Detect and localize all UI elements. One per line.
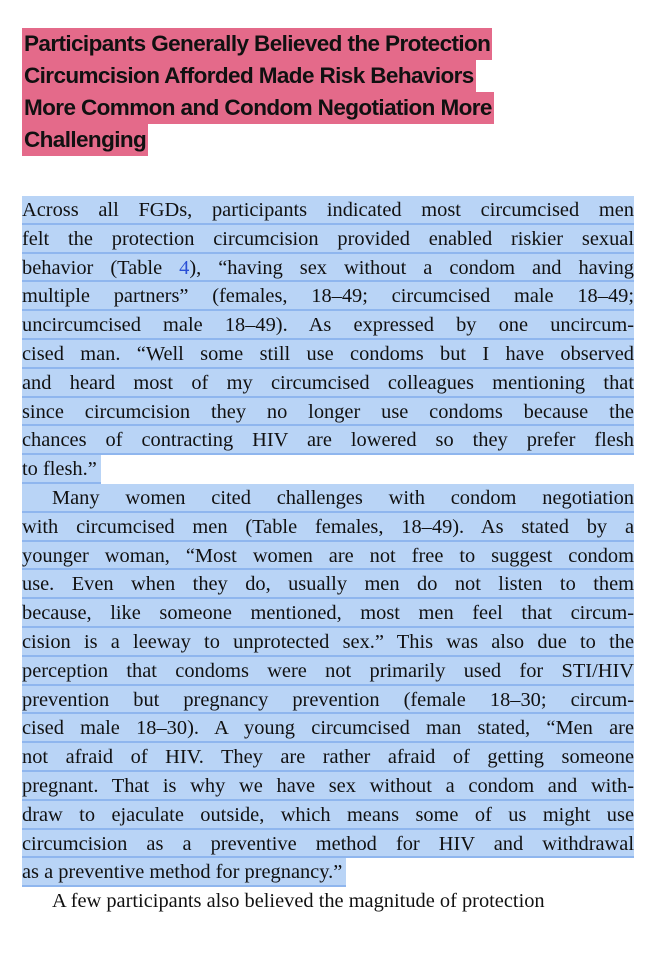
heading-line: Participants Generally Believed the Protection	[22, 28, 582, 60]
heading-line: Challenging	[22, 124, 582, 156]
text-line: with circumcised men (Table females, 18–49). As stated by a	[22, 513, 634, 542]
paragraph-2	[22, 484, 634, 887]
text-line: not afraid of HIV. They are rather afraid of getting someone	[22, 743, 634, 772]
text-line: uncircumcised male 18–49). As expressed by one uncircum-	[22, 311, 634, 340]
paragraph-1	[22, 196, 634, 484]
text-line: felt the protection circumcision provided enabled riskier sexual	[22, 225, 634, 254]
text-line: Many women cited challenges with condom negotiation	[22, 484, 634, 513]
text-line: younger woman, “Most women are not free to suggest condom	[22, 542, 634, 571]
text-line: and heard most of my circumcised colleagues mentioning that	[22, 369, 634, 398]
text-line: chances of contracting HIV are lowered so they prefer flesh	[22, 426, 634, 455]
text-line: prevention but pregnancy prevention (female 18–30; circum-	[22, 686, 634, 715]
paragraph-3	[22, 887, 634, 916]
text-line: A few participants also believed the magnitude of protection	[52, 890, 545, 913]
text-line: since circumcision they no longer use condoms because the	[22, 398, 634, 427]
text-line: circumcision as a preventive method for HIV and withdrawal	[22, 830, 634, 859]
heading-line: More Common and Condom Negotiation More	[22, 92, 582, 124]
text-line: as a preventive method for pregnancy.”	[22, 858, 346, 887]
text-line: pregnant. That is why we have sex without a condom and with-	[22, 772, 634, 801]
text-line: because, like someone mentioned, most men feel that circum-	[22, 599, 634, 628]
text-line: cised man. “Well some still use condoms but I have observed	[22, 340, 634, 369]
text-line: perception that condoms were not primarily used for STI/HIV	[22, 657, 634, 686]
text-line: use. Even when they do, usually men do not listen to them	[22, 570, 634, 599]
text-line: cised male 18–30). A young circumcised man stated, “Men are	[22, 714, 634, 743]
body-text	[22, 196, 634, 916]
text-line: draw to ejaculate outside, which means some of us might use	[22, 801, 634, 830]
section-heading	[22, 28, 582, 156]
text-line: behavior (Table 4), “having sex without a condom and having	[22, 254, 634, 283]
text-line: cision is a leeway to unprotected sex.” This was also due to the	[22, 628, 634, 657]
heading-line: Circumcision Afforded Made Risk Behaviors	[22, 60, 582, 92]
table-4-link[interactable]: 4	[179, 256, 190, 279]
text-line: to flesh.”	[22, 455, 101, 484]
text-line: multiple partners” (females, 18–49; circumcised male 18–49;	[22, 282, 634, 311]
text-line: Across all FGDs, participants indicated most circumcised men	[22, 196, 634, 225]
